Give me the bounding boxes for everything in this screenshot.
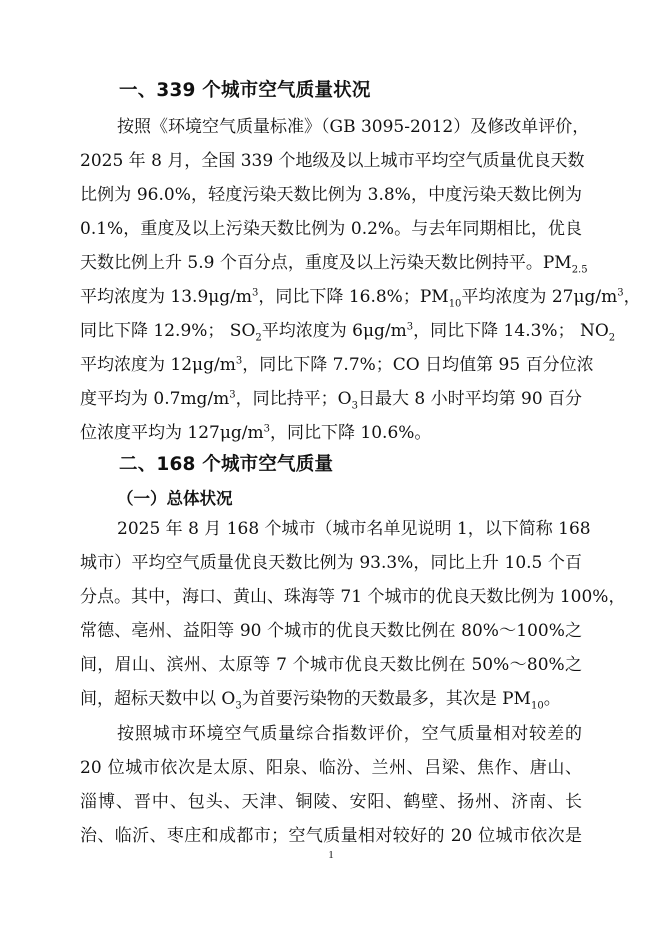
paragraph-line: 20 位城市依次是太原、阳泉、临汾、兰州、吕梁、焦作、唐山、 xyxy=(80,758,582,778)
paragraph-line: 城市）平均空气质量优良天数比例为 93.3%，同比上升 10.5 个百 xyxy=(80,553,582,573)
line-text: 平均浓度为 12μg/m xyxy=(80,355,236,375)
line-text: 为首要污染物的天数最多，其次是 PM xyxy=(241,689,531,709)
superscript: 3 xyxy=(252,287,259,299)
subscript: 10 xyxy=(448,298,462,310)
paragraph-line xyxy=(80,253,588,276)
paragraph-line xyxy=(80,287,641,310)
paragraph-line: 分点。其中，海口、黄山、珠海等 71 个城市的优良天数比例为 100%， xyxy=(80,587,626,607)
paragraph-line xyxy=(80,389,583,412)
line-text: ，同比下降 16.8%；PM xyxy=(258,287,449,307)
paragraph-line: 0.1%，重度及以上污染天数比例为 0.2%。与去年同期相比，优良 xyxy=(80,219,582,239)
line-text: 日最大 8 小时平均第 90 百分 xyxy=(357,389,583,409)
line-text: ， xyxy=(623,287,641,307)
superscript: 3 xyxy=(229,389,236,401)
line-text: ，同比下降 7.7%；CO 日均值第 95 百分位浓 xyxy=(242,355,594,375)
section-2-heading: 二、168 个城市空气质量 xyxy=(119,454,334,475)
line-text: 天数比例上升 5.9 个百分点，重度及以上污染天数比例持平。PM xyxy=(80,253,572,273)
line-text: 位浓度平均为 127μg/m xyxy=(80,423,264,443)
subscript: 2.5 xyxy=(571,264,588,276)
line-text: 平均浓度为 27μg/m xyxy=(461,287,618,307)
line-text: 间，超标天数中以 O xyxy=(80,689,236,709)
paragraph-line: 按照城市环境空气质量综合指数评价，空气质量相对较差的 xyxy=(117,724,582,744)
paragraph-line: 治、临沂、枣庄和成都市；空气质量相对较好的 20 位城市依次是 xyxy=(80,826,582,846)
paragraph-line: 淄博、晋中、包头、天津、铜陵、安阳、鹤壁、扬州、济南、长 xyxy=(80,792,582,812)
paragraph-line: 2025 年 8 月 168 个城市（城市名单见说明 1，以下简称 168 xyxy=(117,519,591,539)
superscript: 3 xyxy=(617,287,624,299)
paragraph-line: 按照《环境空气质量标准》（GB 3095-2012）及修改单评价， xyxy=(117,117,590,137)
subscript: 2 xyxy=(255,332,262,344)
paragraph-line xyxy=(80,355,594,375)
paragraph-line xyxy=(80,689,582,712)
page-number: 1 xyxy=(328,849,334,861)
paragraph-line: 比例为 96.0%，轻度污染天数比例为 3.8%，中度污染天数比例为 xyxy=(80,185,582,205)
line-text: 平均浓度为 13.9μg/m xyxy=(80,287,253,307)
subsection-heading: （一）总体状况 xyxy=(117,489,233,508)
paragraph-line xyxy=(80,423,582,443)
line-text: ，同比持平；O xyxy=(235,389,352,409)
line-text: 同比下降 12.9%； SO xyxy=(80,321,256,341)
superscript: 3 xyxy=(235,355,243,367)
paragraph-line: 间，眉山、滨州、太原等 7 个城市优良天数比例在 50%～80%之 xyxy=(80,655,582,675)
paragraph-line: 2025 年 8 月，全国 339 个地级及以上城市平均空气质量优良天数 xyxy=(80,151,585,171)
line-text: 平均浓度为 6μg/m xyxy=(261,321,407,341)
line-text: ，同比下降 10.6%。 xyxy=(270,423,432,443)
line-text: 度平均为 0.7mg/m xyxy=(80,389,230,409)
line-text: 。 xyxy=(543,689,561,709)
line-text: ，同比下降 14.3%； NO xyxy=(413,321,609,341)
superscript: 3 xyxy=(406,321,414,333)
superscript: 3 xyxy=(263,423,271,435)
paragraph-line xyxy=(80,321,616,344)
section-1-heading: 一、339 个城市空气质量状况 xyxy=(119,80,371,101)
subscript: 3 xyxy=(235,700,242,712)
paragraph-line: 常德、亳州、益阳等 90 个城市的优良天数比例在 80%～100%之 xyxy=(80,621,582,641)
subscript: 2 xyxy=(608,332,616,344)
subscript: 3 xyxy=(351,400,358,412)
subscript: 10 xyxy=(530,700,544,712)
